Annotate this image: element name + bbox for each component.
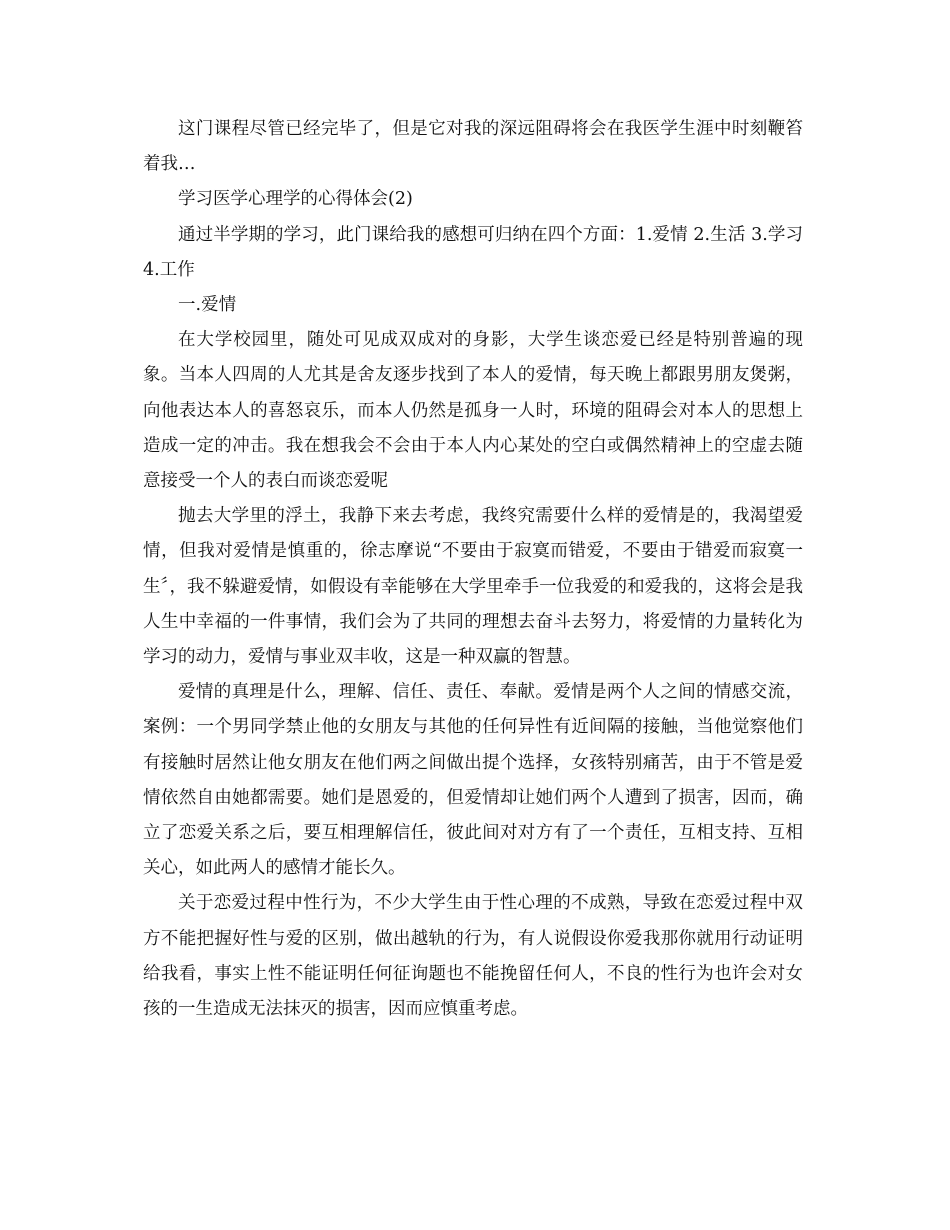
paragraph-sexual-behavior: 关于恋爱过程中性行为，不少大学生由于性心理的不成熟，导致在恋爱过程中双方不能把握好性与爱的区别，做出越轨的行为，有人说假设你爱我那你就用行动证明给我看，事实上性不能证明任何征询题也不能挽留任何人，不良的性行为也许会对女孩的一生造成无法抹灭的损害，因而应慎重考虑。 xyxy=(143,893,803,1020)
subsection-heading-love: 一.爱情 xyxy=(178,295,237,316)
paragraph-truth-of-love: 爱情的真理是什么，理解、信任、责任、奉献。爱情是两个人之间的情感交流，案例：一个男同学禁止他的女朋友与其他的任何异性有近间隔的接触，当他觉察他们有接触时居然让他女朋友在他们两之间做出提个选择，女孩特别痛苦，由于不管是爱情依然自由她都需要。她们是恩爱的，但爱情却让她们两个人遭到了损害，因而，确立了恋爱关系之后，要互相理解信任，彼此间对对方有了一个责任，互相支持、互相关心，如此两人的感情才能长久。 xyxy=(143,682,803,879)
paragraph-campus-love: 在大学校园里，随处可见成双成对的身影，大学生谈恋爱已经是特别普遍的现象。当本人四周的人尤其是舍友逐步找到了本人的爱情，每天晚上都跟男朋友煲粥，向他表达本人的喜怒哀乐，而本人仍然是孤身一人时，环境的阻碍会对本人的思想上造成一定的冲击。我在想我会不会由于本人内心某处的空白或偶然精神上的空虚去随意接受一个人的表白而谈恋爱呢 xyxy=(143,330,803,492)
paragraph-desire-love: 抛去大学里的浮土，我静下来去考虑，我终究需要什么样的爱情是的，我渴望爱情，但我对爱情是慎重的，徐志摩说“不要由于寂寞而错爱，不要由于错爱而寂寞一生〞，我不躲避爱情，如假设有幸能够在大学里牵手一位我爱的和爱我的，这将会是我人生中幸福的一件事情，我们会为了共同的理想去奋斗去努力，将爱情的力量转化为学习的动力，爱情与事业双丰收，这是一种双赢的智慧。 xyxy=(143,506,803,668)
section-title: 学习医学心理学的心得体会(2) xyxy=(178,189,413,210)
paragraph-closing-remark: 这门课程尽管已经完毕了，但是它对我的深远阻碍将会在我医学生涯中时刻鞭笞着我… xyxy=(143,119,803,175)
paragraph-intro: 通过半学期的学习，此门课给我的感想可归纳在四个方面：1.爱情 2.生活 3.学习 4.工作 xyxy=(143,224,803,280)
document-body xyxy=(143,112,803,1027)
